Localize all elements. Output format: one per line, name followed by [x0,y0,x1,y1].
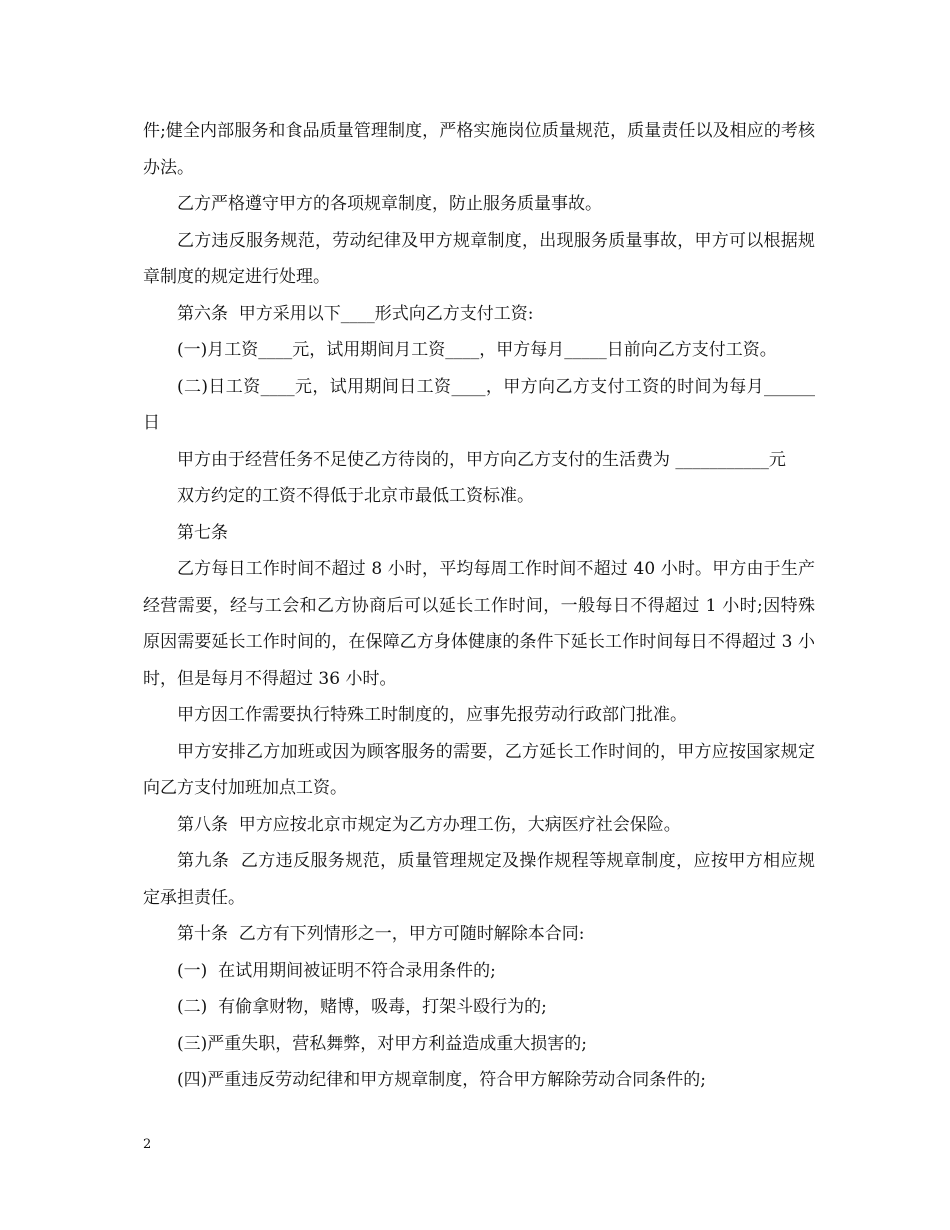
paragraph: 乙方违反服务规范，劳动纪律及甲方规章制度，出现服务质量事故，甲方可以根据规章制度的规定进行处理。 [143,230,815,287]
article-8: 第八条 甲方应按北京市规定为乙方办理工伤，大病医疗社会保险。 [177,814,681,835]
paragraph: 乙方每日工作时间不超过 8 小时，平均每周工作时间不超过 40 小时。甲方由于生产经营需要，经与工会和乙方协商后可以延长工作时间，一般每日不得超过 1 小时;因特殊原因需要延长工作时间的，在保障乙方身体健康的条件下延长工作时间每日不得超过 3 小时，但是每月不得超过 36 小时。 [143,559,815,689]
clause-item: (三)严重失职，营私舞弊，对甲方利益造成重大损害的; [177,1033,587,1054]
article-6-heading: 第六条 甲方采用以下____形式向乙方支付工资: [177,303,534,324]
clause-item: (二) 有偷拿财物，赌博，吸毒，打架斗殴行为的; [177,997,547,1017]
paragraph: 甲方安排乙方加班或因为顾客服务的需要，乙方延长工作时间的，甲方应按国家规定向乙方支付加班加点工资。 [143,741,815,798]
clause-item: (一)月工资____元，试用期间月工资____，甲方每月_____日前向乙方支付工资。 [177,340,777,360]
contract-body [143,113,815,1099]
paragraph: 甲方由于经营任务不足使乙方待岗的，甲方向乙方支付的生活费为 ___________元 [177,449,786,470]
article-7-heading: 第七条 [177,522,228,543]
clause-item: (一) 在试用期间被证明不符合录用条件的; [177,960,496,981]
article-10-heading: 第十条 乙方有下列情形之一，甲方可随时解除本合同: [177,924,585,944]
paragraph-continuation: 件;健全内部服务和食品质量管理制度，严格实施岗位质量规范，质量责任以及相应的考核办法。 [143,121,815,178]
paragraph: 双方约定的工资不得低于北京市最低工资标准。 [177,486,534,506]
page-number: 2 [143,1137,152,1152]
article-9: 第九条 乙方违反服务规范，质量管理规定及操作规程等规章制度，应按甲方相应规定承担责任。 [143,851,815,908]
paragraph: 乙方严格遵守甲方的各项规章制度，防止服务质量事故。 [177,194,602,214]
clause-item: (二)日工资____元，试用期间日工资____，甲方向乙方支付工资的时间为每月______日 [143,376,815,433]
paragraph: 甲方因工作需要执行特殊工时制度的，应事先报劳动行政部门批准。 [177,705,687,725]
clause-item: (四)严重违反劳动纪律和甲方规章制度，符合甲方解除劳动合同条件的; [177,1070,706,1090]
